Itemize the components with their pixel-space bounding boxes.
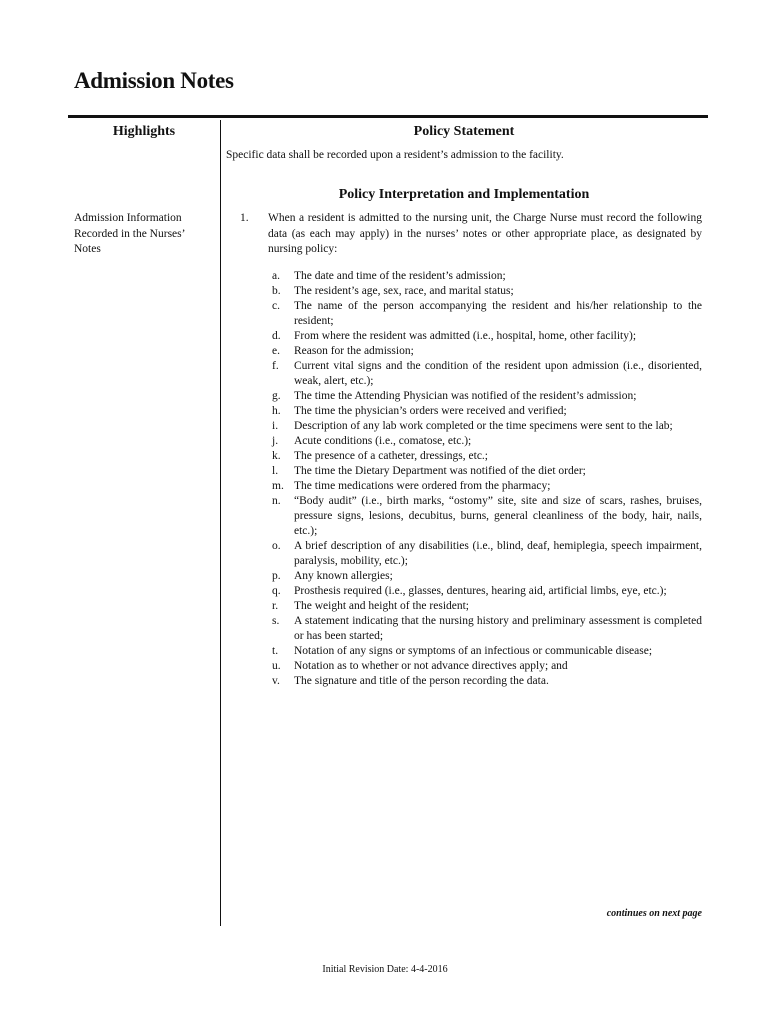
- list-item-letter: s.: [272, 615, 280, 627]
- list-item-letter: j.: [272, 435, 279, 447]
- title-rule: [68, 115, 708, 118]
- list-item: [226, 344, 702, 359]
- implementation-header: Policy Interpretation and Implementation: [338, 187, 590, 202]
- list-item-text: From where the resident was admitted (i.e., hospital, home, other facility);: [294, 330, 637, 342]
- list-item-letter: v.: [272, 675, 280, 687]
- list-item: [226, 419, 702, 434]
- list-item: [226, 284, 702, 299]
- list-item: [226, 599, 702, 614]
- list-item-letter: k.: [272, 450, 281, 462]
- list-item-text: A brief description of any disabilities (i.e., blind, deaf, hemiplegia, speech impairment, paralysis, mobility, etc.);: [294, 540, 702, 567]
- list-item-text: The presence of a catheter, dressings, etc.;: [294, 450, 488, 462]
- item-number: 1.: [240, 212, 249, 224]
- list-item-text: “Body audit” (i.e., birth marks, “ostomy” site, site and size of scars, rashes, bruises, pressure signs, lesions, decubitus, burns, general cleanliness of the body, hair, nails, etc.);: [294, 495, 702, 537]
- list-item-letter: e.: [272, 345, 280, 357]
- list-item-text: The time medications were ordered from the pharmacy;: [294, 480, 551, 492]
- list-item-letter: c.: [272, 300, 280, 312]
- list-item-text: Any known allergies;: [294, 570, 393, 582]
- list-item-text: Prosthesis required (i.e., glasses, dentures, hearing aid, artificial limbs, eye, etc.);: [294, 585, 667, 597]
- revision-date-footer: Initial Revision Date: 4-4-2016: [322, 964, 448, 975]
- list-item: [226, 659, 702, 674]
- list-item: [226, 494, 702, 539]
- list-item-letter: i.: [272, 420, 279, 432]
- highlights-header: Highlights: [112, 124, 176, 139]
- list-item-letter: b.: [272, 285, 281, 297]
- highlight-note: Admission Information Recorded in the Nurses’ Notes: [74, 212, 185, 255]
- list-item: [226, 359, 702, 389]
- list-item-letter: n.: [272, 495, 281, 507]
- list-item-text: Notation of any signs or symptoms of an infectious or communicable disease;: [294, 645, 653, 657]
- list-item-letter: l.: [272, 465, 279, 477]
- list-item-text: Description of any lab work completed or the time specimens were sent to the lab;: [294, 420, 673, 432]
- list-item-text: The name of the person accompanying the resident and his/her relationship to the resident;: [294, 300, 702, 327]
- list-item-text: The date and time of the resident’s admission;: [294, 270, 506, 282]
- list-item: [226, 644, 702, 659]
- list-item-letter: m.: [272, 480, 284, 492]
- list-item-letter: a.: [272, 270, 280, 282]
- list-item-letter: o.: [272, 540, 281, 552]
- list-item: [226, 404, 702, 419]
- list-item: [226, 449, 702, 464]
- list-item-letter: f.: [272, 360, 279, 372]
- list-item: [226, 434, 702, 449]
- list-item-text: The time the physician’s orders were received and verified;: [294, 405, 567, 417]
- list-item-text: Current vital signs and the condition of the resident upon admission (i.e., disoriented, weak, alert, etc.);: [294, 360, 702, 387]
- list-item-letter: p.: [272, 570, 281, 582]
- list-item: [226, 584, 702, 599]
- sub-item-list: [226, 269, 702, 689]
- list-item-text: The time the Attending Physician was notified of the resident’s admission;: [294, 390, 637, 402]
- list-item: [226, 539, 702, 569]
- list-item: [226, 389, 702, 404]
- list-item-text: The signature and title of the person recording the data.: [294, 675, 549, 687]
- list-item: [226, 329, 702, 344]
- column-divider: [220, 120, 221, 926]
- item-text: When a resident is admitted to the nursing unit, the Charge Nurse must record the following data (as each may apply) in the nurses’ notes or other appropriate place, as designated by nursing policy:: [268, 212, 702, 255]
- list-item: [226, 674, 702, 689]
- list-item-text: The weight and height of the resident;: [294, 600, 470, 612]
- list-item-text: The time the Dietary Department was notified of the diet order;: [294, 465, 586, 477]
- list-item: [226, 299, 702, 329]
- list-item: [226, 479, 702, 494]
- list-item-letter: g.: [272, 390, 281, 402]
- list-item: [226, 464, 702, 479]
- policy-statement-text: Specific data shall be recorded upon a resident’s admission to the facility.: [226, 149, 564, 161]
- list-item-text: Reason for the admission;: [294, 345, 414, 357]
- list-item-text: Acute conditions (i.e., comatose, etc.);: [294, 435, 472, 447]
- list-item-letter: t.: [272, 645, 279, 657]
- page-title: Admission Notes: [74, 68, 234, 93]
- list-item-letter: q.: [272, 585, 281, 597]
- list-item-text: The resident’s age, sex, race, and marital status;: [294, 285, 514, 297]
- list-item: [226, 614, 702, 644]
- list-item-letter: r.: [272, 600, 279, 612]
- list-item-letter: h.: [272, 405, 281, 417]
- list-item-text: A statement indicating that the nursing history and preliminary assessment is completed or has been started;: [294, 615, 702, 642]
- list-item-letter: d.: [272, 330, 281, 342]
- policy-statement-header: Policy Statement: [413, 124, 515, 139]
- list-item: [226, 269, 702, 284]
- continues-note: continues on next page: [606, 908, 702, 919]
- list-item-letter: u.: [272, 660, 281, 672]
- list-item-text: Notation as to whether or not advance directives apply; and: [294, 660, 568, 672]
- list-item: [226, 569, 702, 584]
